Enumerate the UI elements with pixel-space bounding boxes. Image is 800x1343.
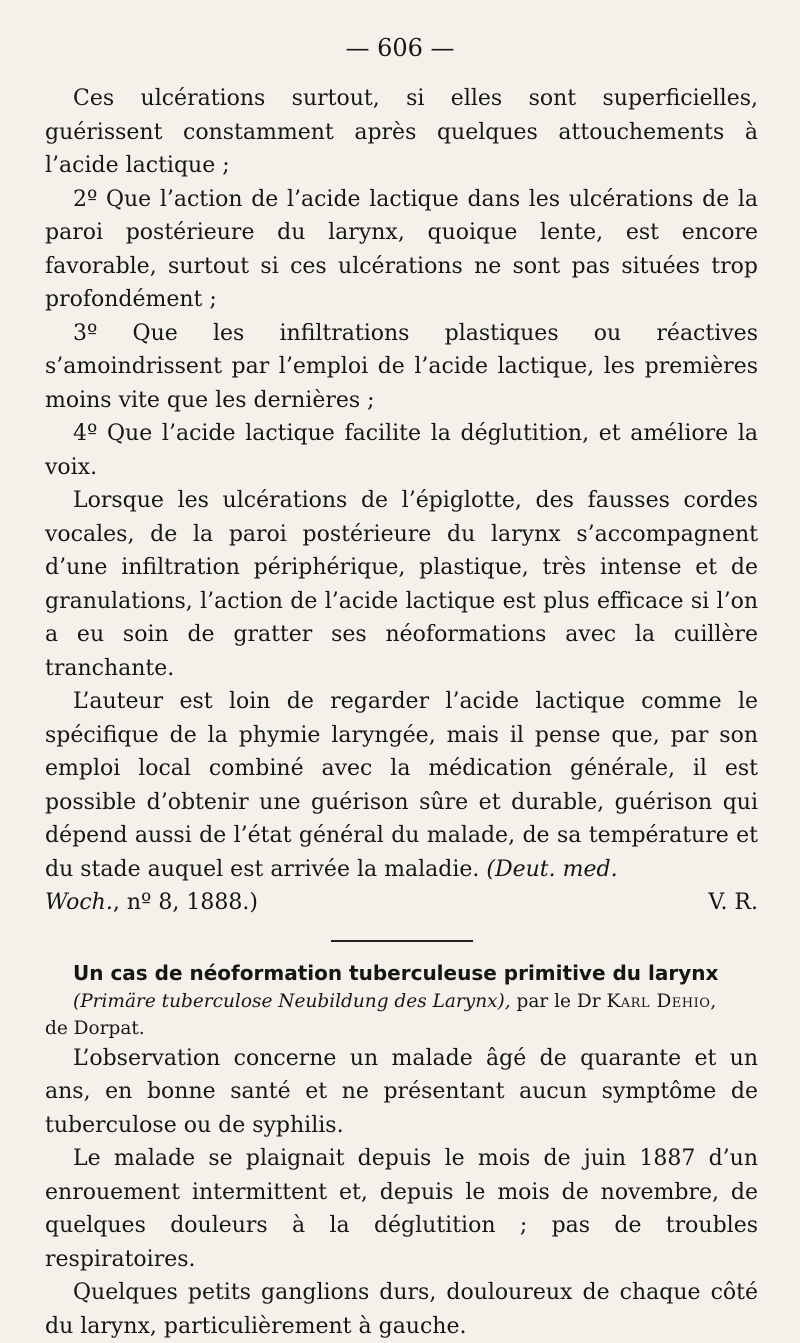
- paragraph: Lorsque les ulcérations de l’épiglotte, des fausses cordes vocales, de la paroi postérieure du larynx s’accompagnent d’une infiltration périphérique, plastique, très intense et de granulations, l’action de l’acide lactique est plus efficace si l’on a eu soin de gratter ses néoformations avec la cuillère tranchante.: [45, 488, 758, 681]
- paragraph: Le malade se plaignait depuis le mois de juin 1887 d’un enrouement intermittent et, depuis le mois de novembre, de quelques douleurs à la déglutition ; pas de troubles respiratoires.: [45, 1146, 758, 1272]
- page-body: [45, 82, 758, 1343]
- author-name: Karl Dehio,: [606, 990, 717, 1012]
- paragraph-conclusion: [45, 685, 758, 886]
- citation-line: [45, 886, 758, 920]
- paragraph: L’observation concerne un malade âgé de quarante et un ans, en bonne santé et ne présentant aucun symptôme de tuberculose ou de syphilis.: [45, 1045, 758, 1138]
- citation: [45, 886, 258, 920]
- citation-rest: , nº 8, 1888.): [112, 890, 258, 915]
- paragraph: Quelques petits ganglions durs, douloureux de chaque côté du larynx, particulièrement à gauche.: [45, 1280, 758, 1339]
- section-divider: [331, 940, 473, 942]
- paragraph: 4º Que l’acide lactique facilite la déglutition, et améliore la voix.: [45, 421, 758, 480]
- signature: V. R.: [708, 890, 758, 915]
- paragraph: 3º Que les infiltrations plastiques ou réactives s’amoindrissent par l’emploi de l’acide lactique, les premières moins vite que les dernières ;: [45, 320, 758, 413]
- citation-journal: (Deut. med.: [486, 856, 618, 882]
- paragraph: Ces ulcérations surtout, si elles sont superficielles, guérissent constamment après quelques attouchements à l’acide lactique ;: [45, 86, 758, 178]
- article-title: Un cas de néoformation tuberculeuse primitive du larynx: [73, 960, 719, 985]
- author-location: de Dorpat.: [45, 1017, 145, 1039]
- article-subtitle: [45, 988, 758, 1042]
- byline: par le Dr: [510, 990, 607, 1012]
- original-title: (Primäre tuberculose Neubildung des Larynx),: [73, 990, 511, 1012]
- conclusion-text: L’auteur est loin de regarder l’acide lactique comme le spécifique de la phymie laryngée, mais il pense que, par son emploi local combiné avec la médication générale, il est possible d’obtenir une guérison sûre et durable, guérison qui dépend aussi de l’état général du malade, de sa température et du stade auquel est arrivée la maladie.: [45, 689, 758, 882]
- citation-journal-2: Woch.: [45, 890, 113, 915]
- page-number: — 606 —: [345, 34, 455, 62]
- paragraph: 2º Que l’action de l’acide lactique dans les ulcérations de la paroi postérieure du larynx, quoique lente, est encore favorable, surtout si ces ulcérations ne sont pas situées trop profondément ;: [45, 186, 758, 312]
